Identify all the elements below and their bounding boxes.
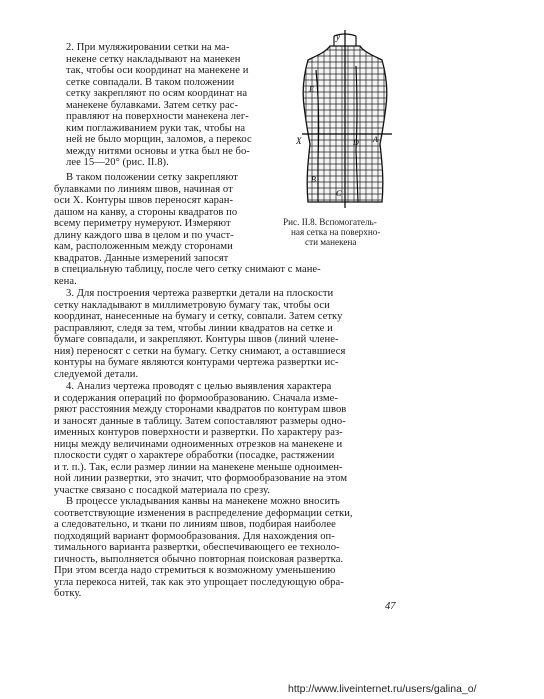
text-line: кам, расположенным между сторонами <box>54 241 233 252</box>
caption-line: ная сетка на поверхно- <box>291 227 381 237</box>
paragraph-5 <box>54 496 396 600</box>
text-line: кена. <box>54 275 77 287</box>
text-line: координат, нанесенные на бумагу и сетку, совпали. Затем сетку <box>54 311 343 322</box>
text-line: так, чтобы оси координат на манекене и <box>66 65 249 76</box>
caption-line: Рис. II.8. Вспомогатель- <box>283 217 377 227</box>
text-line: подходящий вариант формообразования. Для нахождения оп- <box>54 530 335 542</box>
text-line: ния) переносят с сетки на бумагу. Сетку снимают, а оставшиеся <box>54 345 346 357</box>
paragraph-2 <box>66 42 278 169</box>
text-line: а следовательно, и ткани по линиям швов, подбирая наиболее <box>54 519 336 530</box>
text-line: бумаге совпадали, и закрепляют. Контуры швов (линий члене- <box>54 334 339 345</box>
label-d: D <box>353 138 359 147</box>
text-line: При этом всегда надо стремиться к возможному уменьшению <box>54 565 336 576</box>
text-line: ботку. <box>54 588 82 599</box>
text-line: ким поглаживанием руки так, чтобы на <box>66 122 246 134</box>
text-line: сетке совпадали. В таком положении <box>66 76 235 88</box>
text-line: 4. Анализ чертежа проводят с целью выявления характера <box>66 381 332 392</box>
text-line: ницы между величинами одноименных отрезков на манекене и <box>54 438 343 450</box>
text-line: и т. п.). Так, если размер линии на манекене меньше одноимен- <box>54 461 343 473</box>
text-line: угла перекоса нитей, так как это упрощает последующую обра- <box>54 576 344 588</box>
text-line: именных контуров поверхности и развертки. По характеру раз- <box>54 427 343 438</box>
text-line: ней не было морщин, заломов, а перекос <box>66 134 252 145</box>
text-line: между нитями основы и утка был не бо- <box>66 145 250 157</box>
caption-line: сти манекена <box>305 237 357 247</box>
label-x: X <box>296 136 302 146</box>
text-line: булавками по линиям швов, начиная от <box>54 183 233 195</box>
text-line: гичность, выполняется обычно повторная поисковая развертка. <box>54 553 344 565</box>
text-line: лее 15—20° (рис. II.8). <box>66 157 169 168</box>
mannequin-grid-figure <box>296 30 396 216</box>
text-line: и заносят данные в таблицу. Затем сопоставляют размеры одно- <box>54 415 346 427</box>
text-line: расправляют, следя за тем, чтобы линии квадратов на сетке и <box>54 322 333 334</box>
text-line: 3. Для построения чертежа развертки детали на плоскости <box>66 288 334 299</box>
label-a: A <box>373 135 378 144</box>
text-line: правляют на поверхности манекена лег- <box>66 111 249 122</box>
paragraph-3 <box>54 288 396 380</box>
text-line: тимального варианта развертки, обеспечивающего ее техноло- <box>54 542 340 553</box>
figure-caption <box>283 217 393 247</box>
source-watermark: http://www.liveinternet.ru/users/galina_o/ <box>288 683 477 695</box>
text-line: контуры на бумаге являются контурами чертежа развертки ис- <box>54 357 339 368</box>
label-e: E <box>309 85 314 94</box>
text-line: ной линии развертки, это значит, что формообразование на этом <box>54 473 348 484</box>
text-line: плоскости судят о характере обработки (посадке, растяжении <box>54 450 335 461</box>
label-y: y <box>336 32 340 42</box>
text-line: оси X. Контуры швов переносят каран- <box>54 195 234 206</box>
page-number: 47 <box>385 601 396 612</box>
text-line: следуемой детали. <box>54 368 139 380</box>
text-line: соответствующие изменения в распределение деформации сетки, <box>54 507 353 519</box>
text-line: и содержания операций по формообразованию. Сначала изме- <box>54 392 338 404</box>
text-line: ряют расстояния между сторонами квадратов по контурам швов <box>54 404 347 415</box>
text-line: В таком положении сетку закрепляют <box>66 172 238 183</box>
text-line: некене сетку накладывают на манекен <box>66 53 241 65</box>
paragraph-2b <box>54 172 278 264</box>
text-line: В процессе укладывания канвы на манекене можно вносить <box>66 496 340 507</box>
text-line: 2. При муляжировании сетки на ма- <box>66 42 230 53</box>
paragraph-4 <box>54 381 396 496</box>
text-line: манекене булавками. Затем сетку рас- <box>66 99 239 111</box>
paragraph-2c <box>54 264 396 287</box>
text-line: в специальную таблицу, после чего сетку снимают с мане- <box>54 264 321 275</box>
text-line: участке связано с посадкой материала по срезу. <box>54 484 270 496</box>
label-b: B <box>311 175 316 184</box>
label-c: C <box>336 189 342 198</box>
text-line: длину каждого шва в целом и по участ- <box>54 229 234 241</box>
text-line: сетку закрепляют по осям координат на <box>66 88 248 99</box>
text-line: дашом на канву, а стороны квадратов по <box>54 206 238 218</box>
text-line: квадратов. Данные измерений запосят <box>54 252 229 264</box>
text-line: всему периметру нумеруют. Измеряют <box>54 218 231 229</box>
text-line: сетку накладывают в миллиметровую бумагу так, чтобы оси <box>54 299 330 311</box>
